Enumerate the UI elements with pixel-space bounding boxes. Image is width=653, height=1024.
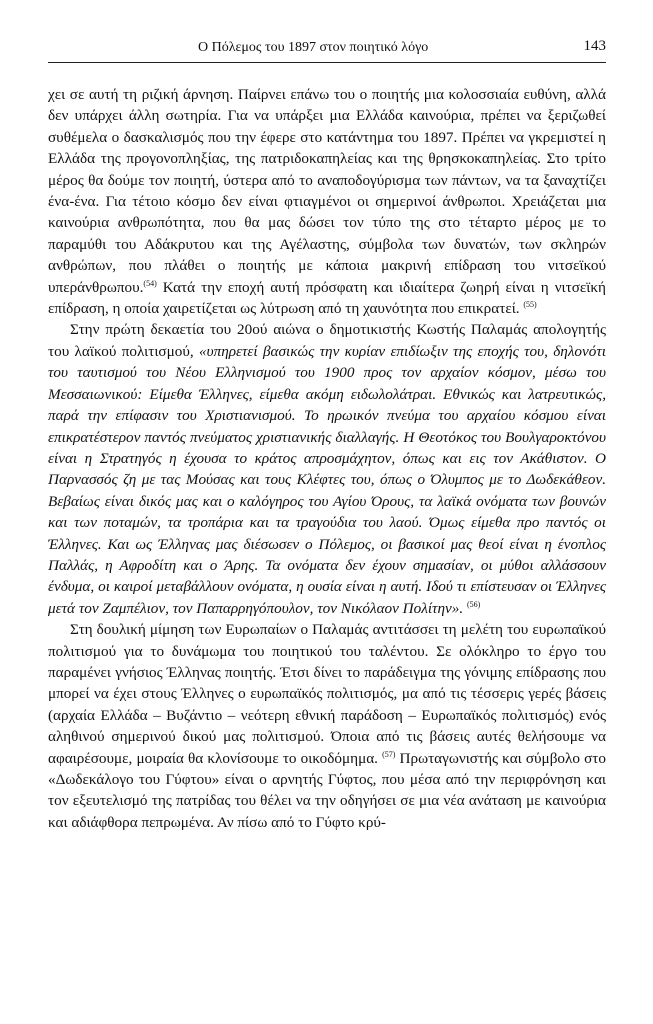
body-text: [48, 84, 606, 833]
paragraph-2: [48, 319, 606, 619]
quotation: «υπηρετεί βασικώς την κυρίαν επιδίωξιν της εποχής του, δηλονότι του ταυτισμού του Νέου Ελληνισμού του 1900 προς τον αρχαίον κόσμον, μέσω του Μεσσαιωνικού: Είμεθα Έλληνες, είμεθα ακόμη ειδωλολάτραι. Εθνικώς και λατρευτικώς, παρά την επίφασιν του Χριστιανισμού. Το ηρωικόν πνεύμα του αρχαίου κόσμου είναι επικρατέστερον παντός πνεύματος χριστιανικής διαλλαγής. Η Θεοτόκος του Βουλγαροκτόνου είναι η Στρατηγός η έχουσα το κράτος απροσμάχητον, όπως και εις τον Ακάθιστον. Ο Παρνασσός ζη με τας Μούσας και τους Κλέφτες του, όπως ο Όλυμπος με το Δωδεκάθεον. Βεβαίως είναι δικός μας και ο καλόγηρος του Αγίου Όρους, τα λαϊκά ονόματα των βουνών και των ποταμών, τα τροπάρια και τα τραγούδια του λαού. Όμως είμεθα προ παντός οι Έλληνες. Και ως Έλληνας μας διέσωσεν ο Πόλεμος, οι βασικοί μας θεοί είναι η ένοπλος Παλλάς, η Αφροδίτη και ο Άρης. Τα ονόματα δεν έχουν σημασίαν, οι μύθοι αλλάσσουν ένδυμα, οι καιροί μεταβάλλουν ονόματα, η ουσία είναι η αυτή. Ιδού τι επίστευσαν οι Έλληνες μετά τον Ζαμπέλιον, τον Παπαρρηγόπουλον, τον Νικόλαον Πολίτην».: [48, 342, 606, 617]
text-run: Στη δουλική μίμηση των Ευρωπαίων ο Παλαμάς αντιτάσσει τη μελέτη του ευρωπαϊκού πολιτισμού για το δυνάμωμα του ποιητικού του ταλέντου. Σε ολόκληρο το έργο του παραμένει γνήσιος Έλληνας ποιητής. Έτσι δίνει το παράδειγμα της γόνιμης επίδρασης που μπορεί να έχει στους Έλληνες ο ευρωπαϊκός πολιτισμός, μα από τις τέσσερις γερές βάσεις (αρχαία Ελλάδα – Βυζάντιο – νεότερη εθνική παράδοση – Ευρωπαϊκός πολιτισμός) ενός αληθινού σημερινού δικού μας πολιτισμού. Όποια από τις βάσεις αυτές θελήσουμε να αφαιρέσουμε, μοιραία θα κλονίσουμε το οικοδόμημα.: [48, 621, 606, 767]
page-number: 143: [583, 38, 606, 54]
text-run: Στην πρώτη δεκαετία του 20ού αιώνα ο δημοτικιστής Κωστής Παλαμάς απολογητής του λαϊκού πολιτισμού,: [48, 321, 606, 360]
paragraph-3: [48, 619, 606, 833]
text-run: Πρωταγωνιστής και σύμβολο στο «Δωδεκάλογο του Γύφτου» είναι ο αρνητής Γύφτος, που μέσα από την περιφρόνηση και τον εξευτελισμό της πατρίδας του θέλει να την οδηγήσει σε μια νέα ανάταση με καινούρια και αδιάφθορα πεπρωμένα. Αν πίσω από το Γύφτο κρύ-: [48, 749, 606, 831]
header-rule: [48, 62, 606, 63]
footnote-ref: (57): [382, 749, 396, 759]
paragraph-1: [48, 84, 606, 319]
footnote-ref: (55): [523, 300, 537, 309]
text-run: Κατά την εποχή αυτή πρόσφατη και ιδιαίτερα ζωηρή είναι η νιτσεϊκή επίδραση, η οποία χαιρετίζεται ως λύτρωση από τη χαυνότητα που επικρατεί.: [48, 278, 606, 318]
footnote-ref: (54): [143, 278, 157, 288]
running-header: [48, 38, 606, 60]
footnote-ref: (56): [466, 599, 481, 609]
text-run: χει σε αυτή τη ριζική άρνηση. Παίρνει επάνω του ο ποιητής μια κολοσσιαία ευθύνη, αλλά δεν υπάρχει άλλη σωτηρία. Για να υπάρξει μια Ελλάδα καινούρια, πρέπει να ξεριζωθεί συθέμελα ο δασκαλισμός που την έφερε στο κατάντημα του 1897. Πρέπει να γκρεμιστεί η Ελλάδα της προγονοπληξίας, της πατριδοκαπηλείας και της θρησκοκαπηλείας. Στο τρίτο μέρος θα δούμε τον ποιητή, ύστερα από το αναποδογύρισμα των πάντων, να τα ξαναχτίζει ένα-ένα. Για τέτοιο κόσμο δεν είναι φτιαγμένοι οι σημερινοί άνθρωποι. Χρειάζεται μια καινούρια ανθρωπότητα, που θα μας δώσει τον τύπο της στο τέταρτο μέρος με το παραμύθι του Αδάκρυτου και της Αγέλαστης, σύμβολα των δυνατών, των σκληρών ανθρώπων, που πλάθει ο ποιητής με κάποια μακρινή επίδραση του νιτσεϊκού υπεράνθρωπου.: [48, 86, 606, 296]
running-title: Ο Πόλεμος του 1897 στον ποιητικό λόγο: [198, 40, 429, 55]
